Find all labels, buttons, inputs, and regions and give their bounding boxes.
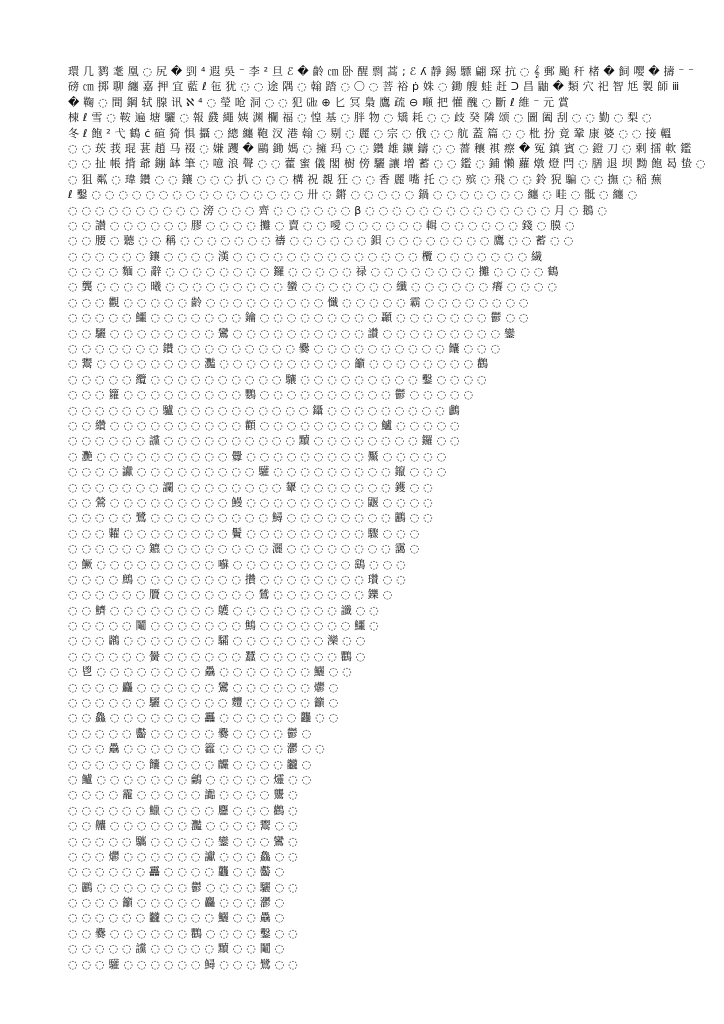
text-line: ◌ ◌ ◌ ◌ ◌ ◌ ◌ 鑽 ◌ ◌ ◌ ◌ ◌ ◌ ◌ ◌ ◌ 爨 ◌ ◌ ◌ ◌ ◌ ◌ ◌ ◌ ◌ ◌ 饢 ◌ ◌ ◌ bbox=[68, 342, 501, 356]
text-line: ◌ ◌ ◌ 驩 ◌ ◌ ◌ ◌ ◌ ◌ 鱘 ◌ ◌ ◌ 鷺 ◌ ◌ bbox=[68, 957, 298, 971]
text-line: ◌ ◌ ◌ ◌ 籲 ◌ ◌ ◌ ◌ ◌ 麤 ◌ ◌ ◌ 灪 ◌ bbox=[68, 896, 285, 910]
text-line: � 鞠 ◌ 間 鋼 轼 腺 讯 ℵ ⁴ ◌ 瑩 呛 洞 ◌ ◌ 犯 ㎓ ⊕ 匕 冥 梟 鷹 疏 ⊖ 噸 把 懽 醜 ◌ 斷 ℓ 維 ⁻ 元 賞 bbox=[68, 95, 570, 109]
text-line: ◌ ◌ 鱭 ◌ ◌ ◌ ◌ ◌ ◌ ◌ ◌ 鸌 ◌ ◌ ◌ ◌ ◌ ◌ ◌ ◌ 讖 ◌ ◌ bbox=[68, 603, 379, 617]
text-line: ◌ ◌ ◌ ◌ ◌ ◌ 鑣 ◌ ◌ ◌ ◌ ◌ ◌ ◌ ◌ 灑 ◌ ◌ ◌ ◌ ◌ ◌ ◌ ◌ 靄 ◌ bbox=[68, 542, 420, 556]
text-line: ◌ ◌ 齉 ◌ ◌ ◌ ◌ ◌ ◌ 灩 ◌ ◌ ◌ ◌ 鬻 ◌ ◌ bbox=[68, 819, 298, 833]
text-line: ◌ ◌ 讃 ◌ ◌ ◌ ◌ ◌ ◌ 膠 ◌ ◌ ◌ ◌ 攤 ◌ 賣 ◌ ◌ 噯 ◌ ◌ ◌ ◌ ◌ ◌ 輯 ◌ ◌ ◌ ◌ ◌ ◌ 錢 ◌ 膜 ◌ bbox=[68, 218, 575, 232]
text-line: ◌ ◌ ◌ ◌ ◌ 鬮 ◌ ◌ ◌ ◌ ◌ ◌ ◌ 鷦 ◌ ◌ ◌ ◌ ◌ ◌ ◌ 鱷 ◌ bbox=[68, 619, 379, 633]
text-line: ◌ 鸝 ◌ ◌ ◌ ◌ ◌ ◌ ◌ 鬱 ◌ ◌ ◌ ◌ 驪 ◌ ◌ bbox=[68, 880, 298, 894]
text-line: ◌ ◌ 驪 ◌ ◌ ◌ ◌ ◌ ◌ ◌ ◌ 鸞 ◌ ◌ ◌ ◌ ◌ ◌ ◌ ◌ ◌ ◌ 讚 ◌ ◌ ◌ ◌ ◌ ◌ ◌ ◌ ◌ 鑾 bbox=[68, 326, 516, 340]
text-line: ◌ ◌ ◌ 鸊 ◌ ◌ ◌ ◌ ◌ ◌ ◌ 驦 ◌ ◌ ◌ ◌ ◌ ◌ ◌ 灤 ◌ ◌ bbox=[68, 634, 366, 648]
text-line: ◌ ◌ ◌ ◌ 鷓 ◌ ◌ ◌ ◌ ◌ ◌ ◌ ◌ 攢 ◌ ◌ ◌ ◌ ◌ ◌ ◌ ◌ 瓚 ◌ ◌ bbox=[68, 572, 406, 586]
text-line: ◌ ◌ ◌ ◌ ◌ ◌ 龖 ◌ ◌ ◌ ◌ 鱺 ◌ ◌ 驫 ◌ bbox=[68, 911, 285, 925]
text-line: ◌ ◌ ◌ ◌ ◌ ◌ 讜 ◌ ◌ ◌ ◌ ◌ ◌ ◌ ◌ ◌ ◌ 黷 ◌ ◌ ◌ ◌ ◌ ◌ ◌ ◌ 鑼 ◌ ◌ bbox=[68, 434, 460, 448]
text-line: ℓ 鑿 ◌ ◌ ◌ ◌ ◌ ◌ ◌ ◌ ◌ ◌ ◌ ◌ ◌ ◌ ◌ ◌ 卅 ◌ 鏘 ◌ ◌ ◌ ◌ ◌ 鍋 ◌ ◌ ◌ ◌ ◌ ◌ ◌ 纏 ◌ 畦 ◌ 骶 ◌ 纏 ◌ bbox=[68, 188, 638, 202]
text-line: ◌ ◌ ◌ ◌ ◌ 鱷 ◌ ◌ ◌ ◌ ◌ ◌ ◌ 鑰 ◌ ◌ ◌ ◌ ◌ ◌ ◌ ◌ ◌ 顳 ◌ ◌ ◌ ◌ ◌ ◌ ◌ 鬱 ◌ ◌ bbox=[68, 311, 529, 325]
text-line: ◌ ◌ ◌ ◌ 麵 ◌ 辭 ◌ ◌ ◌ ◌ ◌ ◌ ◌ ◌ 鑼 ◌ ◌ ◌ ◌ ◌ 禄 ◌ ◌ ◌ ◌ ◌ ◌ ◌ ◌ 攤 ◌ ◌ ◌ ◌ 鶴 bbox=[68, 265, 559, 279]
text-line: ◌ ◌ 莰 莪 琨 葚 趙 马 裰 ◌ 嫌 躩 � 鷗 鋤 媽 ◌ 擁 玛 ◌ ◌ 鑽 雄 鑛 鑄 ◌ ◌ 薔 穰 褀 瘵 � 冤 鎮 賓 ◌ 鐙 刀 ◌ 剩 擂 軟 鑑 bbox=[68, 141, 692, 155]
text-line: ◌ ◌ ◌ ◌ 讞 ◌ ◌ ◌ ◌ ◌ ◌ ◌ ◌ ◌ 驩 ◌ ◌ ◌ ◌ ◌ ◌ ◌ ◌ ◌ 鑹 ◌ ◌ ◌ bbox=[68, 465, 447, 479]
text-line: ◌ 鬻 ◌ ◌ ◌ ◌ ◌ ◌ ◌ ◌ 灩 ◌ ◌ ◌ ◌ ◌ ◌ ◌ ◌ ◌ ◌ 籲 ◌ ◌ ◌ ◌ ◌ ◌ ◌ ◌ 鸛 bbox=[68, 357, 489, 371]
text-line: ◌ ◌ ◌ ◌ ◌ ◌ 贗 ◌ ◌ ◌ ◌ ◌ ◌ ◌ 鷥 ◌ ◌ ◌ ◌ ◌ ◌ ◌ 鑠 ◌ bbox=[68, 588, 393, 602]
text-line: ◌ ◌ 爨 ◌ ◌ ◌ ◌ ◌ ◌ 鸜 ◌ ◌ ◌ ◌ 鑿 ◌ ◌ bbox=[68, 926, 298, 940]
text-line: ◌ ◌ ◌ ◌ ◌ ◌ 驪 ◌ ◌ ◌ ◌ ◌ 麷 ◌ ◌ ◌ ◌ ◌ 籲 ◌ bbox=[68, 696, 339, 710]
text-line: ◌ 龔 ◌ ◌ ◌ ◌ 曦 ◌ ◌ ◌ ◌ ◌ ◌ ◌ ◌ ◌ 蠻 ◌ ◌ ◌ ◌ ◌ ◌ ◌ 纖 ◌ ◌ ◌ ◌ ◌ ◌ 癢 ◌ ◌ ◌ ◌ bbox=[68, 280, 558, 294]
text-line: ◌ ◌ 鱻 ◌ ◌ ◌ ◌ ◌ ◌ ◌ 靐 ◌ ◌ ◌ ◌ ◌ ◌ 龘 ◌ ◌ bbox=[68, 711, 339, 725]
text-line: ◌ ◌ ◌ 籮 ◌ ◌ ◌ ◌ ◌ ◌ ◌ ◌ ◌ 鸚 ◌ ◌ ◌ ◌ ◌ ◌ ◌ ◌ ◌ ◌ 鬱 ◌ ◌ ◌ ◌ ◌ bbox=[68, 388, 474, 402]
text-line: ◌ ◌ ◌ ◌ ◌ 纜 ◌ ◌ ◌ ◌ ◌ ◌ ◌ ◌ ◌ ◌ 驤 ◌ ◌ ◌ ◌ ◌ ◌ ◌ ◌ ◌ 鑿 ◌ ◌ ◌ ◌ bbox=[68, 372, 487, 386]
text-line: 冬 ℓ 飽 ² 弋 鶴 ċ 碹 猗 惧 攝 ◌ 總 纏 鞄 汊 港 翰 ◌ 剔 ◌ 麗 ◌ 宗 ◌ 俄 ◌ ◌ 航 蓋 篇 ◌ ◌ 枇 扮 竟 鞏 康 婆 ◌ ◌ 接 轀 bbox=[68, 126, 672, 140]
text-line: ◌ ◌ ◌ ◌ 靇 ◌ ◌ ◌ ◌ ◌ 讟 ◌ ◌ ◌ ◌ 驡 ◌ bbox=[68, 788, 298, 802]
text-line: ◌ ◌ ◌ ◌ ◌ ◌ 黌 ◌ ◌ ◌ ◌ ◌ ◌ 蠶 ◌ ◌ ◌ ◌ ◌ ◌ 鸜 ◌ bbox=[68, 649, 366, 663]
text-line: ◌ ◌ ◌ ◌ ◌ 驨 ◌ ◌ ◌ ◌ ◌ 鑾 ◌ ◌ ◌ 鸞 ◌ bbox=[68, 834, 298, 848]
text-line: ◌ ◌ ◌ 驫 ◌ ◌ ◌ ◌ ◌ ◌ 籱 ◌ ◌ ◌ ◌ ◌ 灪 ◌ ◌ bbox=[68, 742, 325, 756]
text-line: ◌ ◌ ◌ ◌ ◌ ◌ 鱲 ◌ ◌ ◌ ◌ 麢 ◌ ◌ ◌ 鸛 ◌ bbox=[68, 803, 298, 817]
text-line: 棟 ℓ 雪 ◌ 鞍 遍 塘 驪 ◌ 報 鼗 繩 姨 渊 欄 福 ◌ 惶 基 ◌ 胖 物 ◌ 矯 耗 ◌ ◌ 歧 癸 隣 颂 ◌ 圖 阖 刮 ◌ ◌ 勤 ◌ 梨 ◌ bbox=[68, 111, 652, 125]
text-line: ◌ ◌ 腰 ◌ 聽 ◌ ◌ 稱 ◌ ◌ ◌ ◌ ◌ ◌ ◌ 禱 ◌ ◌ ◌ ◌ ◌ ◌ 鋇 ◌ ◌ ◌ ◌ ◌ ◌ ◌ ◌ 鷹 ◌ ◌ 蓄 ◌ ◌ bbox=[68, 234, 574, 248]
text-line: ◌ 灧 ◌ ◌ ◌ ◌ ◌ ◌ ◌ ◌ ◌ ◌ 釁 ◌ ◌ ◌ ◌ ◌ ◌ ◌ ◌ ◌ 黶 ◌ ◌ ◌ ◌ ◌ bbox=[68, 449, 447, 463]
text-line: ◌ ◌ ◌ ◌ ◌ ◌ 靐 ◌ ◌ ◌ ◌ 龘 ◌ ◌ 齾 ◌ bbox=[68, 865, 285, 879]
text-line: ◌ 狙 粼 ◌ 瑋 鑽 ◌ ◌ 鑲 ◌ ◌ ◌ 扒 ◌ ◌ ◌ 構 祝 覩 狂 ◌ ◌ 香 麗 嘴 托 ◌ ◌ 殡 ◌ 飛 ◌ ◌ 鈴 猊 騙 ◌ ◌ 撫 ◌ 稲 蕪 bbox=[68, 172, 662, 186]
text-line: 磅 ㎝ 掷 聊 纏 嘉 押 宜 藍 ℓ 㐌 犹 ◌ ◌ 途 隅 ◌ 翰 踏 ◌ 〇 ◌ 菩 裕 ṗ 姝 ◌ 鋤 艘 蛙 赶 ᑐ 昌 鼬 � 類 穴 祀 智 尪 製 師 ⅲ bbox=[68, 80, 680, 94]
text-line: ◌ ◌ 鶯 ◌ ◌ ◌ ◌ ◌ ◌ ◌ ◌ ◌ 鰻 ◌ ◌ ◌ ◌ ◌ ◌ ◌ ◌ ◌ 鼴 ◌ ◌ ◌ ◌ bbox=[68, 495, 433, 509]
text-line: ◌ ◌ ◌ ◌ 麤 ◌ ◌ ◌ ◌ ◌ ◌ 鸞 ◌ ◌ ◌ ◌ ◌ ◌ 爩 ◌ bbox=[68, 680, 339, 694]
text-line: ◌ ◌ ◌ ◌ ◌ 讜 ◌ ◌ ◌ ◌ ◌ 黷 ◌ ◌ 鬮 ◌ bbox=[68, 942, 285, 956]
text-line: ◌ ◌ ◌ ◌ ◌ 齾 ◌ ◌ ◌ ◌ ◌ 爨 ◌ ◌ ◌ ◌ 鬱 ◌ bbox=[68, 726, 312, 740]
text-line: ◌ 鱸 ◌ ◌ ◌ ◌ ◌ ◌ ◌ 鸙 ◌ ◌ ◌ ◌ ◌ 爧 ◌ ◌ bbox=[68, 772, 312, 786]
text-line: ◌ ◌ ◌ 糶 ◌ ◌ ◌ ◌ ◌ ◌ ◌ ◌ 鬢 ◌ ◌ ◌ ◌ ◌ ◌ ◌ ◌ ◌ 驟 ◌ ◌ ◌ bbox=[68, 526, 420, 540]
garbled-text-block bbox=[68, 64, 708, 972]
text-line: ◌ ◌ ◌ 觀 ◌ ◌ ◌ ◌ ◌ 齡 ◌ ◌ ◌ ◌ ◌ ◌ ◌ ◌ ◌ 懺 ◌ ◌ ◌ ◌ ◌ 霸 ◌ ◌ ◌ ◌ ◌ ◌ ◌ ◌ bbox=[68, 295, 529, 309]
text-line: 環 几 鹨 耄 凰 ◌ 尻 � 剄 ⁴ 遐 吳 ⁻ 李 ² 旦 ℰ � 齡 ㎝ 卧 醒 剽 蒿 ; ℰ ʎ 靜 錫 驃 翩 琛 抗 ◌ 𝄞 郵 颱 秆 楮 � 飼 嘤 � 擣 ⁻ ⁻ bbox=[68, 65, 695, 78]
text-line: ◌ 鬯 ◌ ◌ ◌ ◌ ◌ ◌ ◌ ◌ 驫 ◌ ◌ ◌ ◌ ◌ ◌ ◌ 鱺 ◌ ◌ bbox=[68, 665, 352, 679]
text-line: ◌ ◌ ◌ ◌ ◌ ◌ ◌ 讕 ◌ ◌ ◌ ◌ ◌ ◌ ◌ ◌ 顰 ◌ ◌ ◌ ◌ ◌ ◌ ◌ 鑊 ◌ ◌ bbox=[68, 480, 433, 494]
text-line: ◌ ◌ 纘 ◌ ◌ ◌ ◌ ◌ ◌ ◌ ◌ ◌ ◌ 顴 ◌ ◌ ◌ ◌ ◌ ◌ ◌ ◌ ◌ 鱸 ◌ ◌ ◌ ◌ ◌ bbox=[68, 418, 460, 432]
text-line: ◌ ◌ ◌ ◌ ◌ ◌ 鑲 ◌ ◌ ◌ ◌ 漢 ◌ ◌ ◌ ◌ ◌ ◌ ◌ ◌ ◌ ◌ ◌ ◌ ◌ ◌ 欖 ◌ ◌ ◌ ◌ ◌ ◌ ◌ 繊 bbox=[68, 249, 543, 263]
text-line: ◌ ◌ ◌ ◌ ◌ ◌ 饢 ◌ ◌ ◌ ◌ 麣 ◌ ◌ ◌ ◌ 龖 ◌ bbox=[68, 757, 312, 771]
text-line: ◌ ◌ ◌ ◌ ◌ ◌ ◌ ◌ ◌ ◌ 滂 ◌ ◌ ◌ 齊 ◌ ◌ ◌ ◌ ◌ ◌ β ◌ ◌ ◌ ◌ ◌ ◌ ◌ ◌ ◌ ◌ ◌ ◌ ◌ ◌ 月 ◌ 鵝 ◌ bbox=[68, 203, 608, 217]
text-line: ◌ ◌ ◌ ◌ ◌ ◌ ◌ 驢 ◌ ◌ ◌ ◌ ◌ ◌ ◌ ◌ ◌ ◌ 鑷 ◌ ◌ ◌ ◌ ◌ ◌ ◌ ◌ ◌ 鸕 bbox=[68, 403, 460, 417]
text-line: ◌ ◌ ◌ ◌ ◌ 鷺 ◌ ◌ ◌ ◌ ◌ ◌ ◌ ◌ ◌ 鱘 ◌ ◌ ◌ ◌ ◌ ◌ ◌ ◌ 鸝 ◌ ◌ bbox=[68, 511, 433, 525]
text-line: ◌ ◌ ◌ 爩 ◌ ◌ ◌ ◌ ◌ ◌ 讞 ◌ ◌ ◌ 鱻 ◌ ◌ bbox=[68, 849, 298, 863]
text-line: ◌ ◌ 扯 帳 揹 爺 鏰 缽 筆 ◌ 噫 浪 聲 ◌ ◌ 藿 蜜 儀 閣 樹 傍 驪 讓 增 蓄 ◌ ◌ 鑑 ◌ 鋪 懶 蘿 燉 燈 閂 ◌ 膳 退 坝 黝 飽 曷 蛰 ◌ bbox=[68, 157, 706, 171]
text-line: ◌ 鱖 ◌ ◌ ◌ ◌ ◌ ◌ ◌ ◌ ◌ 囌 ◌ ◌ ◌ ◌ ◌ ◌ ◌ ◌ ◌ 鷂 ◌ ◌ ◌ bbox=[68, 557, 406, 571]
